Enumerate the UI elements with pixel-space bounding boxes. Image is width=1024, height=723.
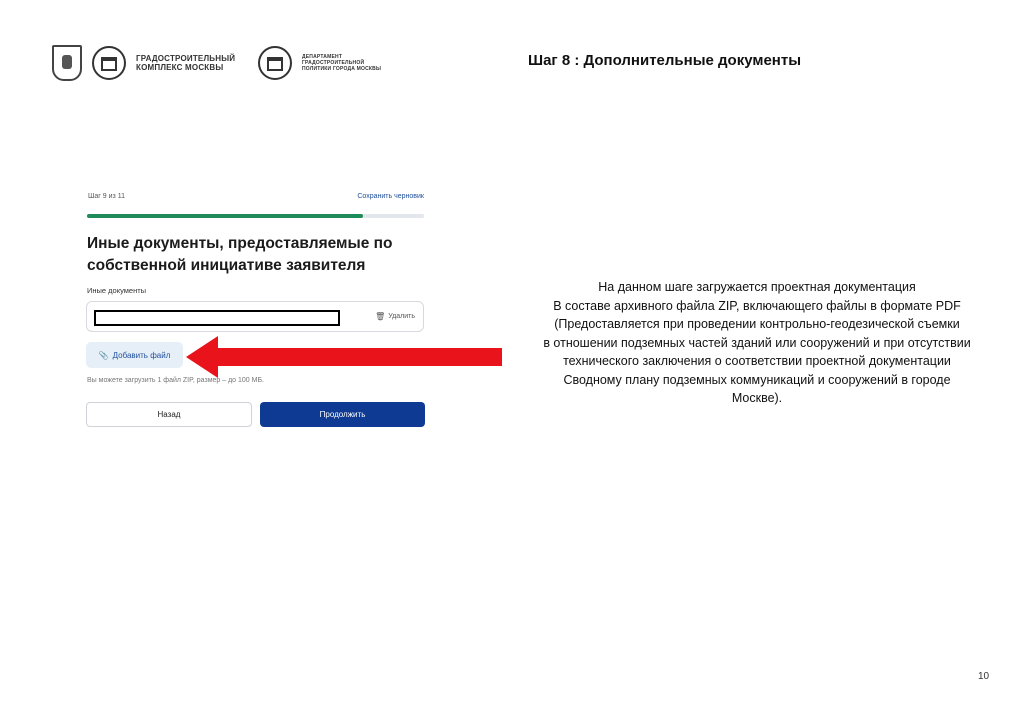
trash-icon: 🗑: [375, 312, 386, 321]
upload-hint: Вы можете загрузить 1 файл ZIP, размер – до 100 МБ.: [87, 377, 264, 384]
description-text: [502, 278, 1012, 408]
step-label: Шаг 9 из 11: [88, 193, 125, 200]
logo-department-text: ДЕПАРТАМЕНТ ГРАДОСТРОИТЕЛЬНОЙ ПОЛИТИКИ ГОРОДА МОСКВЫ: [302, 54, 382, 72]
add-file-button[interactable]: [86, 342, 183, 368]
paperclip-icon: 📎: [98, 350, 109, 360]
form-title: Иные документы, предоставляемые по собственной инициативе заявителя: [87, 235, 393, 274]
field-label: Иные документы: [87, 286, 147, 295]
page-number: 10: [978, 671, 990, 682]
description-line: На данном шаге загружается проектная документация: [598, 280, 916, 294]
logo-bar: [52, 44, 384, 82]
description-line: Сводному плану подземных коммуникаций и сооружений в городе: [563, 372, 951, 387]
back-button[interactable]: Назад: [86, 402, 252, 427]
moscow-coat-of-arms-icon: [52, 45, 82, 81]
uploaded-file-row: [86, 301, 424, 332]
progress-fill: [87, 214, 363, 218]
department-logo-icon: [258, 46, 292, 80]
gradkomplex-logo-icon: [92, 46, 126, 80]
delete-file-button[interactable]: [375, 312, 415, 321]
slide-title: Шаг 8 : Дополнительные документы: [528, 52, 802, 69]
description-line: (Предоставляется при проведении контрольно-геодезической съемки: [554, 317, 960, 331]
continue-button[interactable]: Продолжить: [260, 402, 425, 427]
form-screenshot: [72, 182, 436, 446]
description-line: технического заключения о соответствии проектной документации: [563, 354, 951, 368]
description-line: Москве).: [731, 391, 783, 405]
description-line: В составе архивного файла ZIP, включающего файлы в формате PDF: [553, 298, 961, 313]
description-line: в отношении подземных частей зданий или сооружений и при отсутствии: [543, 335, 971, 350]
save-draft-link[interactable]: Сохранить черновик: [357, 193, 424, 200]
progress-bar: [87, 214, 424, 218]
add-file-label: Добавить файл: [112, 350, 171, 360]
pointer-arrow-icon: [186, 336, 502, 378]
file-name-redacted: [94, 310, 340, 326]
delete-label: Удалить: [388, 313, 415, 320]
logo-gradkomplex-text: ГРАДОСТРОИТЕЛЬНЫЙ КОМПЛЕКС МОСКВЫ: [136, 54, 236, 72]
